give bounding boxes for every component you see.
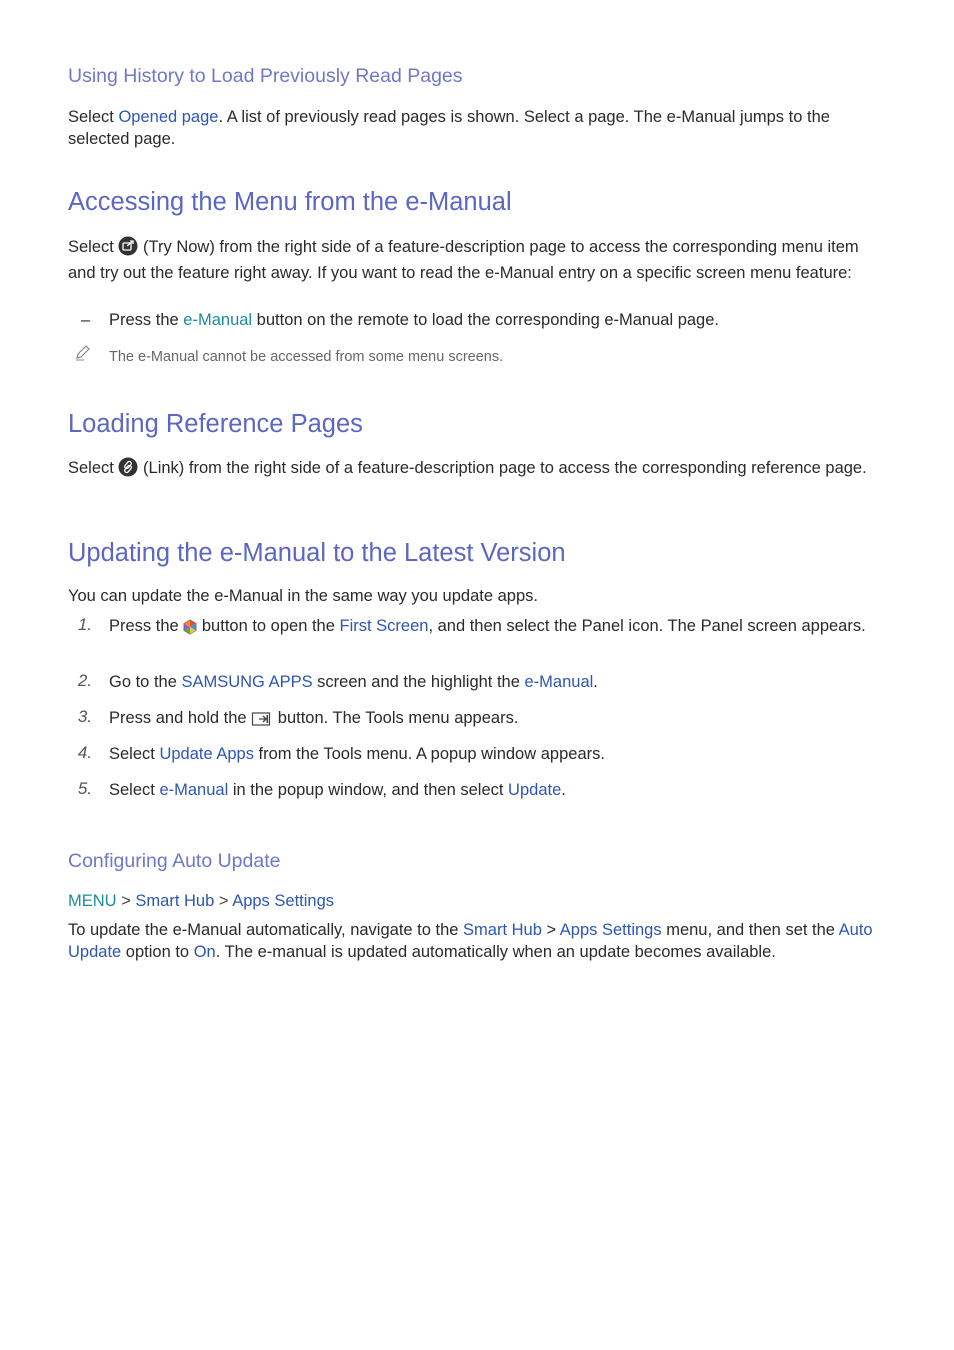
step-1-text-b: button to open the	[197, 617, 340, 635]
reference-heading: Loading Reference Pages	[68, 410, 363, 438]
history-heading: Using History to Load Previously Read Pages	[68, 65, 463, 87]
step-number: 4.	[77, 743, 92, 762]
reference-text-a: Select	[68, 459, 119, 477]
auto-update-paragraph	[68, 919, 874, 963]
update-keyword: Update	[508, 781, 562, 799]
auto-update-text-b: menu, and then set the	[661, 921, 839, 939]
samsung-apps-keyword: SAMSUNG APPS	[181, 673, 313, 691]
opened-page-keyword: Opened page	[118, 108, 219, 126]
update-apps-keyword: Update Apps	[159, 745, 254, 763]
auto-update-text-d: . The e-manual is updated automatically when an update becomes available.	[215, 943, 776, 961]
breadcrumb-apps-settings: Apps Settings	[232, 892, 335, 910]
step-5-text-b: in the popup window, and then select	[228, 781, 509, 799]
step-1	[109, 615, 869, 641]
link-icon	[118, 457, 138, 483]
menu-access-paragraph	[68, 236, 874, 284]
menu-note: The e-Manual cannot be accessed from some menu screens.	[109, 349, 504, 365]
updating-intro: You can update the e-Manual in the same way you update apps.	[68, 587, 538, 605]
first-screen-keyword: First Screen	[339, 617, 429, 635]
step-2-text-c: .	[593, 673, 598, 691]
step-3-text-b: button. The Tools menu appears.	[273, 709, 519, 727]
step-1-text-a: Press the	[109, 617, 184, 635]
bullet-dash: –	[81, 311, 91, 329]
menu-access-text-b: (Try Now) from the right side of a feature-description page to access the corresponding menu item and try out the feature right away. If you want to read the e-Manual entry on a specific screen menu feature:	[68, 238, 859, 282]
history-text-a: Select	[68, 108, 119, 126]
updating-heading: Updating the e-Manual to the Latest Version	[68, 539, 566, 567]
reference-paragraph	[68, 457, 874, 483]
bullet-text-a: Press the	[109, 311, 184, 329]
smart-hub-keyword: Smart Hub	[463, 921, 542, 939]
step-4-text-b: from the Tools menu. A popup window appears.	[253, 745, 605, 763]
apps-settings-keyword: Apps Settings	[559, 921, 662, 939]
step-5-text-c: .	[561, 781, 566, 799]
auto-update-text-a: To update the e-Manual automatically, navigate to the	[68, 921, 464, 939]
menu-path-breadcrumb	[68, 890, 874, 912]
e-manual-keyword: e-Manual	[524, 673, 594, 691]
step-2-text-a: Go to the	[109, 673, 182, 691]
step-2	[109, 671, 869, 693]
breadcrumb-smart-hub: Smart Hub	[135, 892, 215, 910]
path-separator: >	[541, 921, 560, 939]
auto-update-text-c: option to	[121, 943, 194, 961]
step-number: 5.	[77, 779, 92, 798]
step-number: 2.	[77, 671, 92, 690]
step-3-text-a: Press and hold the	[109, 709, 252, 727]
auto-update-keyword: Auto Update	[68, 921, 873, 961]
pencil-icon	[74, 344, 92, 367]
step-2-text-b: screen and the highlight the	[312, 673, 525, 691]
e-manual-keyword: e-Manual	[183, 311, 253, 329]
tools-icon	[251, 711, 273, 733]
history-text-b: . A list of previously read pages is shown. Select a page. The e-Manual jumps to the selected page.	[68, 108, 830, 148]
step-number: 3.	[77, 707, 92, 726]
menu-access-heading: Accessing the Menu from the e-Manual	[68, 188, 512, 216]
breadcrumb-menu: MENU	[68, 892, 117, 910]
step-4	[109, 743, 869, 765]
menu-access-text-a: Select	[68, 238, 119, 256]
step-4-text-a: Select	[109, 745, 160, 763]
step-5	[109, 779, 869, 801]
on-keyword: On	[193, 943, 216, 961]
smart-hub-icon	[183, 619, 197, 641]
breadcrumb-separator: >	[121, 892, 131, 910]
step-3	[109, 707, 869, 733]
history-paragraph	[68, 106, 874, 150]
step-1-text-c: , and then select the Panel icon. The Panel screen appears.	[428, 617, 866, 635]
auto-update-heading: Configuring Auto Update	[68, 850, 281, 872]
step-5-text-a: Select	[109, 781, 160, 799]
bullet-text-b: button on the remote to load the corresponding e-Manual page.	[252, 311, 719, 329]
reference-text-b: (Link) from the right side of a feature-description page to access the corresponding reference page.	[138, 459, 867, 477]
e-manual-keyword: e-Manual	[159, 781, 229, 799]
step-number: 1.	[77, 615, 92, 634]
bullet-item	[109, 309, 889, 331]
try-now-icon	[118, 236, 138, 262]
breadcrumb-separator: >	[218, 892, 229, 910]
